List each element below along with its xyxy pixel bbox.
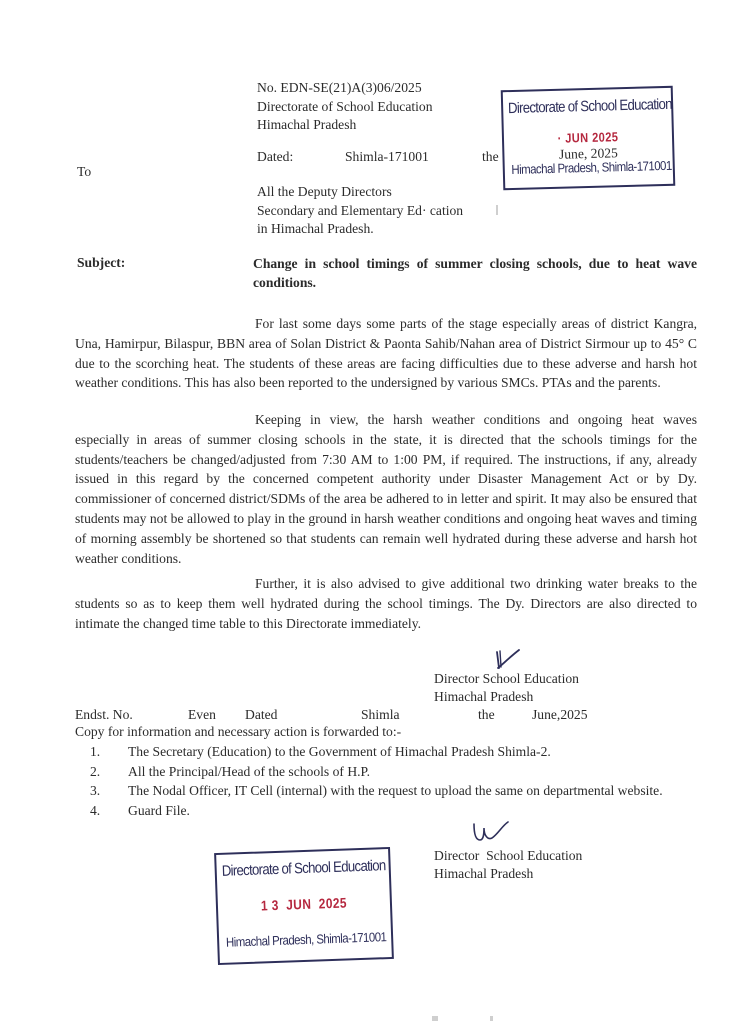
signatory-state: Himachal Pradesh [434,689,534,704]
list-item-number: 2. [90,763,101,779]
office-stamp-top [501,86,676,190]
list-item [90,781,700,801]
list-item-text: All the Principal/Head of the schools of H.P. [128,763,371,779]
signature-block-1 [434,670,579,706]
office-stamp-bottom [214,847,394,965]
list-item-number: 4. [90,802,101,818]
copy-forwarded-line: Copy for information and necessary action is forwarded to:- [75,724,402,739]
list-item [90,742,700,762]
body-paragraph-3: Further, it is also advised to give additional two drinking water breaks to the students so as to keep them well hydrated during the school timings. The Dy. Directors are also directed to intimate the changed time table to this Directorate immediately. [75,576,697,631]
stamp-place: Himachal Pradesh, Shimla-171001 [225,929,387,950]
reference-number: No. EDN-SE(21)A(3)06/2025 [257,80,422,95]
addressee-line-3: in Himachal Pradesh. [257,221,374,236]
endorsement-number-label: Endst. No. [75,707,133,722]
addressee-block [257,183,463,239]
list-item-text: The Secretary (Education) to the Government of Himachal Pradesh Shimla-2. [128,744,551,759]
endorsement-date: June,2025 [532,707,588,722]
written-date: June, 2025 [558,145,619,162]
endorsement-the: the [478,707,495,722]
list-item-text: The Nodal Officer, IT Cell (internal) with the request to upload the same on departmental website. [128,783,663,798]
addressee-line-2: Secondary and Elementary Ed· cation [257,202,464,218]
signatory-state: Himachal Pradesh [434,866,534,881]
issuing-state: Himachal Pradesh [257,117,357,132]
list-item-number: 1. [90,744,101,759]
subject-label: Subject: [77,255,126,270]
signature-block-2 [434,847,582,883]
signature-mark-icon [493,648,523,672]
list-item-text: Guard File. [128,802,190,818]
letter-header [257,79,433,135]
scan-speck [432,1016,438,1021]
signature-mark-icon [470,818,510,844]
list-item [90,762,700,782]
list-item-number: 3. [90,783,101,798]
stamp-title: Directorate of School Education [221,857,386,880]
stamp-place: Himachal Pradesh, Shimla-171001 [511,157,672,178]
stamp-date: · JUN 2025 [557,129,619,146]
signatory-title: Director School Education [434,848,583,863]
scan-speck [496,205,498,215]
stamp-title: Directorate of School Education [507,95,672,118]
dated-the: the [482,149,499,164]
dated-place: Shimla-171001 [345,149,429,164]
signatory-title: Director School Education [434,671,579,686]
endorsement-dated: Dated [245,707,278,722]
endorsement-place: Shimla [361,707,400,722]
endorsement-row [75,706,715,724]
subject-text: Change in school timings of summer closing schools, due to heat wave conditions. [253,256,697,290]
issuing-office: Directorate of School Education [257,98,433,114]
body-paragraph-1: For last some days some parts of the stage especially areas of district Kangra, Una, Hamirpur, Bilaspur, BBN area of Solan District & Paonta Sahib/Nahan area of District Sirmour up to 45° C due to the scorching heat. The students of these areas are facing difficulties due to these adverse and harsh hot weather conditions. This has also been reported to the undersigned by various SMCs. PTAs and the parents. [75,316,697,391]
body-paragraph-2: Keeping in view, the harsh weather conditions and ongoing heat waves especially in areas of summer closing schools in the state, it is directed that the schools timings for the students/teachers be changed/adjusted from 7:30 AM to 1:00 PM, if required. The instructions, if any, already issued in this regard by the concerned competent authority under Disaster Management Act or by Dy. commissioner of concerned district/SDMs of the area be adhered to in letter and spirit. It may also be ensured that students may not be allowed to play in the ground in harsh weather conditions and ongoing heat waves and timing of morning assembly be shortened so that students can remain well hydrated during these adverse and harsh hot weather conditions. [75,412,697,566]
addressee-line-1: All the Deputy Directors [257,184,392,199]
stamp-date: 1 3 JUN 2025 [260,894,348,914]
scan-speck [490,1016,493,1021]
copy-recipient-list [90,742,700,820]
list-item [90,801,700,821]
dated-label: Dated: [257,149,294,164]
to-label: To [77,164,92,179]
endorsement-even: Even [188,707,216,722]
